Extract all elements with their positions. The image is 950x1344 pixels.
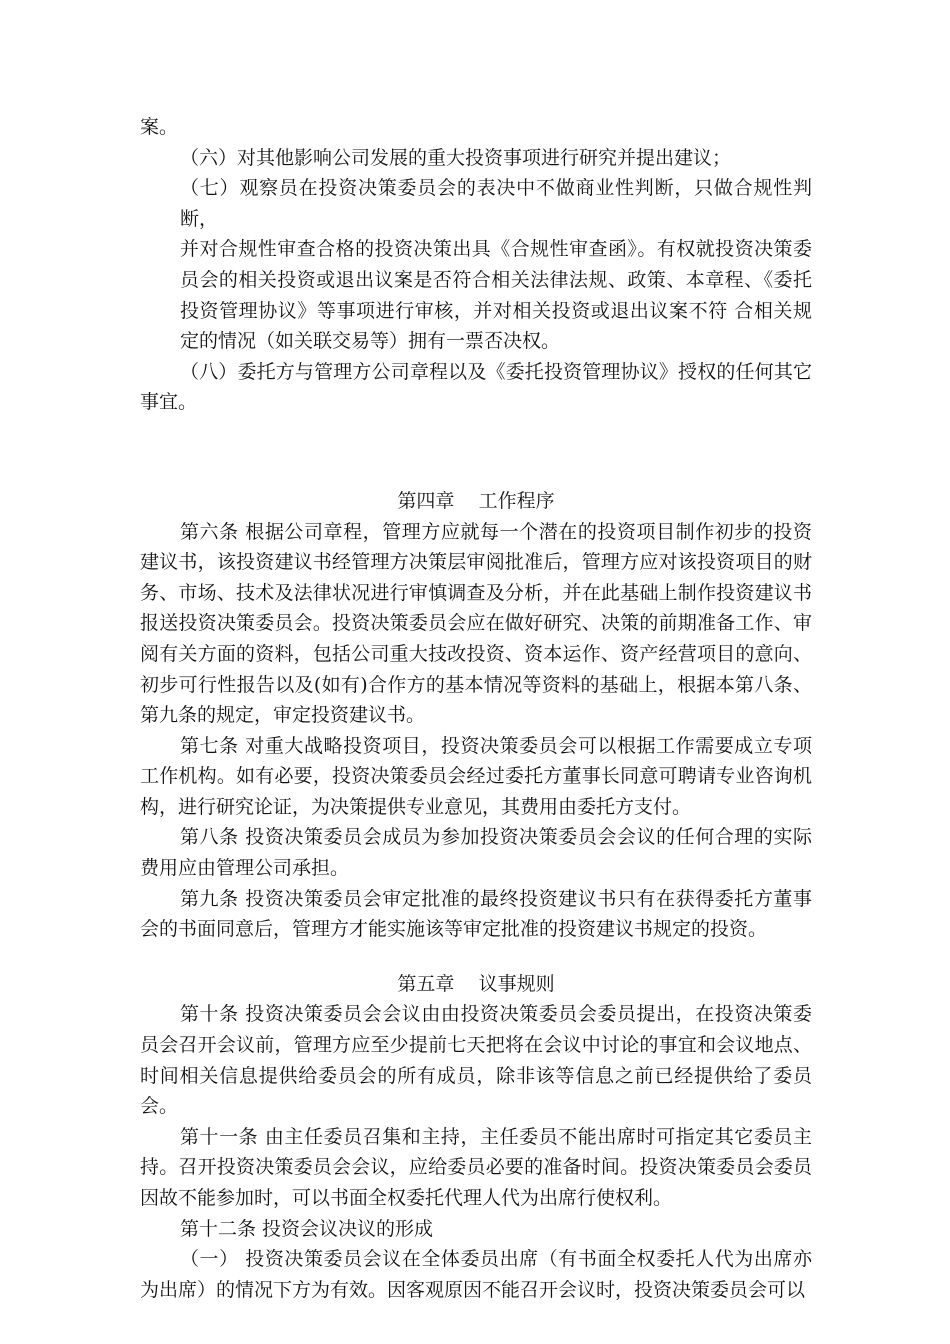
article-eleven: 第十一条 由主任委员召集和主持，主任委员不能出席时可指定其它委员主持。召开投资决策委员会会议，应给委员必要的准备时间。投资决策委员会委员因故不能参加时，可以书面全权委托代理人代为出席行使权利。 — [140, 1125, 812, 1209]
clause-item-six: （六）对其他影响公司发展的重大投资事项进行研究并提出建议； — [180, 146, 732, 169]
article-twelve-item-one: （一） 投资决策委员会议在全体委员出席（有书面全权委托人代为出席亦为出席）的情况下方为有效。因客观原因不能召开会议时，投资决策委员会可以 — [140, 1248, 812, 1301]
clause-item-seven-body: 并对合规性审查合格的投资决策出具《合规性审查函》。有权就投资决策委员会的相关投资或退出议案是否符合相关法律法规、政策、本章程、《委托投资管理协议》等事项进行审核，并对相关投资或退出议案不符 合相关规定的情况（如关联交易等）拥有一票否决权。 — [180, 238, 812, 353]
chapter-four-heading: 第四章 工作程序 — [397, 489, 555, 512]
article-twelve: 第十二条 投资会议决议的形成 — [180, 1217, 434, 1240]
chapter-five-heading: 第五章 议事规则 — [397, 972, 555, 995]
section-spacer — [140, 945, 812, 969]
article-ten: 第十条 投资决策委员会会议由由投资决策委员会委员提出，在投资决策委员会召开会议前，管理方应至少提前七天把将在会议中讨论的事宜和会议地点、时间相关信息提供给委员会的所有成员，除非该等信息之前已经提供给了委员会。 — [140, 1003, 812, 1118]
section-spacer — [140, 418, 812, 486]
article-eight: 第八条 投资决策委员会成员为参加投资决策委员会会议的任何合理的实际费用应由管理公司承担。 — [140, 826, 812, 880]
clause-item-seven — [180, 173, 812, 357]
article-six: 第六条 根据公司章程，管理方应就每一个潜在的投资项目制作初步的投资建议书，该投资建议书经管理方决策层审阅批准后，管理方应对该投资项目的财务、市场、技术及法律状况进行审慎调查及分析，并在此基础上制作投资建议书报送投资决策委员会。投资决策委员会应在做好研究、决策的前期准备工作、审阅有关方面的资料，包括公司重大技改投资、资本运作、资产经营项目的意向、初步可行性报告以及(如有)合作方的基本情况等资料的基础上，根据本第八条、第九条的规定，审定投资建议书。 — [140, 520, 812, 727]
article-seven: 第七条 对重大战略投资项目，投资决策委员会可以根据工作需要成立专项工作机构。如有必要，投资决策委员会经过委托方董事长同意可聘请专业咨询机构，进行研究论证，为决策提供专业意见，其费用由委托方支付。 — [140, 734, 812, 818]
article-nine: 第九条 投资决策委员会审定批准的最终投资建议书只有在获得委托方董事会的书面同意后，管理方才能实施该等审定批准的投资建议书规定的投资。 — [140, 887, 812, 941]
document-page — [140, 112, 812, 1305]
clause-item-eight: （八）委托方与管理方公司章程以及《委托投资管理协议》授权的任何其它事宜。 — [140, 360, 812, 414]
clause-item-seven-first-line: （七）观察员在投资决策委员会的表决中不做商业性判断，只做合规性判断， — [180, 177, 812, 230]
previous-paragraph-ending: 案。 — [140, 116, 179, 138]
